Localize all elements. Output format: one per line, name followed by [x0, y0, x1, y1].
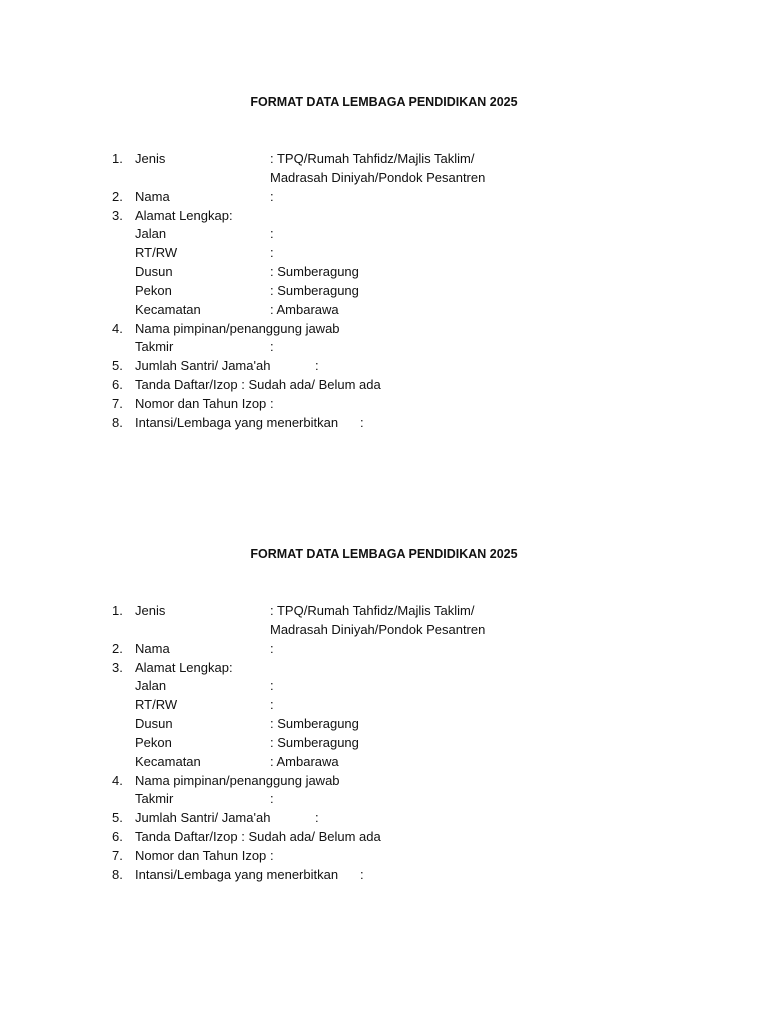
- field-value: :: [270, 640, 274, 656]
- item-number: 1.: [112, 151, 123, 166]
- form-row: [0, 357, 768, 376]
- item-number: 3.: [112, 207, 123, 223]
- field-label: Nama: [135, 640, 170, 656]
- field-label: Jumlah Santri/ Jama'ah: [135, 810, 271, 826]
- item-number: 4.: [112, 772, 123, 788]
- form-row: [0, 150, 768, 169]
- field-value: :: [270, 791, 274, 807]
- form-row: [0, 244, 768, 263]
- field-label: Jalan: [135, 226, 167, 242]
- item-number: 4.: [112, 320, 123, 336]
- form-row: [0, 263, 768, 282]
- field-value: Madrasah Diniyah/Pondok Pesantren: [270, 621, 486, 637]
- form-row: [0, 602, 768, 621]
- form-row: [0, 338, 768, 357]
- field-label: Takmir: [135, 339, 174, 355]
- form-row: [0, 734, 768, 753]
- field-label: Alamat Lengkap:: [135, 659, 233, 675]
- field-value: :: [270, 245, 274, 261]
- form-row: [0, 395, 768, 414]
- form-row: [0, 696, 768, 715]
- item-number: 3.: [112, 659, 123, 675]
- field-label: Jenis: [135, 151, 166, 166]
- field-label: Kecamatan: [135, 753, 201, 769]
- form-row: [0, 715, 768, 734]
- field-value: :: [270, 226, 274, 242]
- form-row: [0, 414, 768, 433]
- form-row: [0, 847, 768, 866]
- form-field-list: [0, 602, 768, 885]
- form-row: [0, 828, 768, 847]
- item-number: 6.: [112, 377, 123, 393]
- field-value: : Ambarawa: [270, 753, 339, 769]
- form-row: [0, 225, 768, 244]
- form-row: [0, 677, 768, 696]
- form-row: [0, 207, 768, 226]
- field-label: Nama pimpinan/penanggung jawab: [135, 772, 340, 788]
- field-label: Intansi/Lembaga yang menerbitkan: [135, 866, 339, 882]
- form-row: [0, 809, 768, 828]
- field-value: :: [270, 339, 274, 355]
- field-label: Nama pimpinan/penanggung jawab: [135, 320, 340, 336]
- item-number: 5.: [112, 358, 123, 374]
- form-row: [0, 866, 768, 885]
- field-value: : Sumberagung: [270, 264, 359, 280]
- form-row: [0, 659, 768, 678]
- field-label: RT/RW: [135, 697, 178, 713]
- field-value: :: [270, 395, 274, 411]
- field-label: Nama: [135, 188, 170, 204]
- field-value: Madrasah Diniyah/Pondok Pesantren: [270, 169, 486, 185]
- item-number: 8.: [112, 866, 123, 882]
- field-label: Takmir: [135, 791, 174, 807]
- form-row: [0, 376, 768, 395]
- form-title: FORMAT DATA LEMBAGA PENDIDIKAN 2025: [250, 95, 518, 109]
- field-label: RT/RW: [135, 245, 178, 261]
- form-row: [0, 188, 768, 207]
- field-label: Jenis: [135, 603, 166, 618]
- form-title: FORMAT DATA LEMBAGA PENDIDIKAN 2025: [250, 547, 518, 561]
- item-number: 1.: [112, 603, 123, 618]
- field-value: :: [270, 847, 274, 863]
- item-number: 2.: [112, 188, 123, 204]
- field-label: Pekon: [135, 734, 172, 750]
- form-row: [0, 169, 768, 188]
- field-value: :: [360, 866, 364, 882]
- field-label: Kecamatan: [135, 301, 201, 317]
- form-row: [0, 301, 768, 320]
- field-value: :: [315, 810, 319, 826]
- item-number: 7.: [112, 395, 123, 411]
- item-number: 2.: [112, 640, 123, 656]
- field-label: Jalan: [135, 678, 167, 694]
- field-label: Pekon: [135, 282, 172, 298]
- field-label: Alamat Lengkap:: [135, 207, 233, 223]
- field-label: Tanda Daftar/Izop : Sudah ada/ Belum ada: [135, 829, 381, 845]
- field-value: :: [315, 358, 319, 374]
- field-value: :: [270, 678, 274, 694]
- field-value: : Ambarawa: [270, 301, 339, 317]
- form-field-list: [0, 150, 768, 433]
- field-label: Tanda Daftar/Izop : Sudah ada/ Belum ada: [135, 377, 381, 393]
- field-label: Intansi/Lembaga yang menerbitkan: [135, 414, 339, 430]
- field-value: : Sumberagung: [270, 282, 359, 298]
- item-number: 5.: [112, 810, 123, 826]
- form-row: [0, 772, 768, 791]
- form-row: [0, 640, 768, 659]
- form-row: [0, 753, 768, 772]
- form-row: [0, 621, 768, 640]
- field-value: : Sumberagung: [270, 716, 359, 732]
- field-value: : TPQ/Rumah Tahfidz/Majlis Taklim/: [270, 151, 475, 166]
- field-label: Dusun: [135, 264, 173, 280]
- form-row: [0, 282, 768, 301]
- field-label: Nomor dan Tahun Izop: [135, 847, 267, 863]
- item-number: 6.: [112, 829, 123, 845]
- item-number: 8.: [112, 414, 123, 430]
- field-value: : Sumberagung: [270, 734, 359, 750]
- field-label: Jumlah Santri/ Jama'ah: [135, 358, 271, 374]
- item-number: 7.: [112, 847, 123, 863]
- field-value: :: [270, 697, 274, 713]
- field-value: :: [270, 188, 274, 204]
- form-row: [0, 790, 768, 809]
- field-value: : TPQ/Rumah Tahfidz/Majlis Taklim/: [270, 603, 475, 618]
- field-value: :: [360, 414, 364, 430]
- field-label: Dusun: [135, 716, 173, 732]
- field-label: Nomor dan Tahun Izop: [135, 395, 267, 411]
- form-row: [0, 320, 768, 339]
